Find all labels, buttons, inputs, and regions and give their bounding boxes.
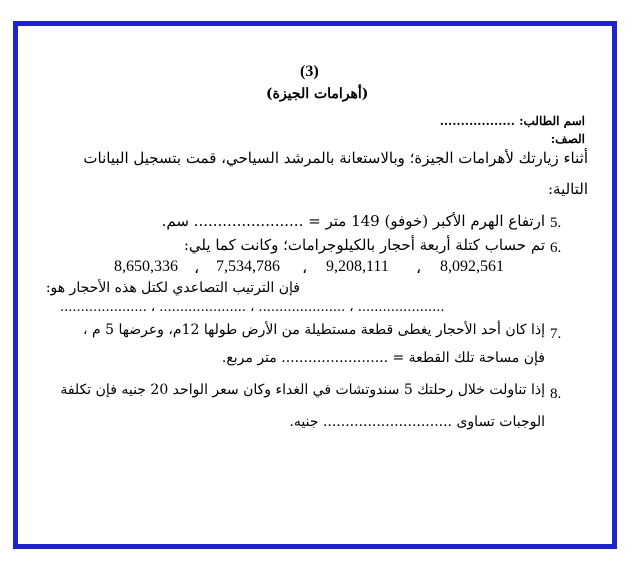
question-5-text: ارتفاع الهرم الأكبر (خوفو) 149 متر = ....................... سم. [161, 212, 545, 230]
intro-text-continued: التالية: [547, 180, 588, 198]
question-6-order-text: فإن الترتيب التصاعدي لكتل هذه الأحجار هو: [45, 280, 300, 296]
q6-value-4: 8,650,336 [114, 258, 178, 275]
question-8-number: 8. [550, 386, 562, 402]
question-6-answer-blanks[interactable]: ..................... ، ..................... ، ..................... ، ..................... [60, 300, 445, 315]
q6-value-1: 8,092,561 [440, 258, 504, 275]
q6-value-3: 7,534,786 [216, 258, 280, 275]
question-6-text: تم حساب كتلة أربعة أحجار بالكيلوجرامات؛ وكانت كما يلي: [183, 236, 545, 254]
question-7-number: 7. [550, 326, 562, 342]
question-6-number: 6. [550, 240, 562, 256]
q6-separator-3: ، [194, 260, 200, 277]
question-8-text: إذا تناولت خلال رحلتك 5 سندوتشات في الغداء وكان سعر الواحد 20 جنيه فإن تكلفة [60, 382, 545, 398]
student-name-field[interactable]: اسم الطالب: .................. [439, 114, 585, 128]
q6-separator-2: ، [302, 260, 308, 277]
class-field[interactable]: الصف: [550, 132, 585, 146]
question-7-text: إذا كان أحد الأحجار يغطى قطعة مستطيلة من الأرض طولها 12م، وعرضها 5 م ، [83, 322, 545, 338]
header-number: (3) [300, 63, 319, 80]
question-7-answer[interactable]: فإن مساحة تلك القطعة = ........................ متر مربع. [221, 350, 545, 366]
question-5-number: 5. [550, 215, 562, 231]
intro-text: أثناء زيارتك لأهرامات الجيزة؛ وبالاستعانة بالمرشد السياحي، قمت بتسجيل البيانات [83, 149, 588, 167]
header-title: (أهرامات الجيزة) [266, 86, 369, 102]
q6-values-row [110, 258, 530, 280]
q6-separator-1: ، [416, 260, 422, 277]
question-8-answer[interactable]: الوجبات تساوى ............................. جنيه. [289, 414, 545, 430]
q6-value-2: 9,208,111 [326, 258, 389, 275]
